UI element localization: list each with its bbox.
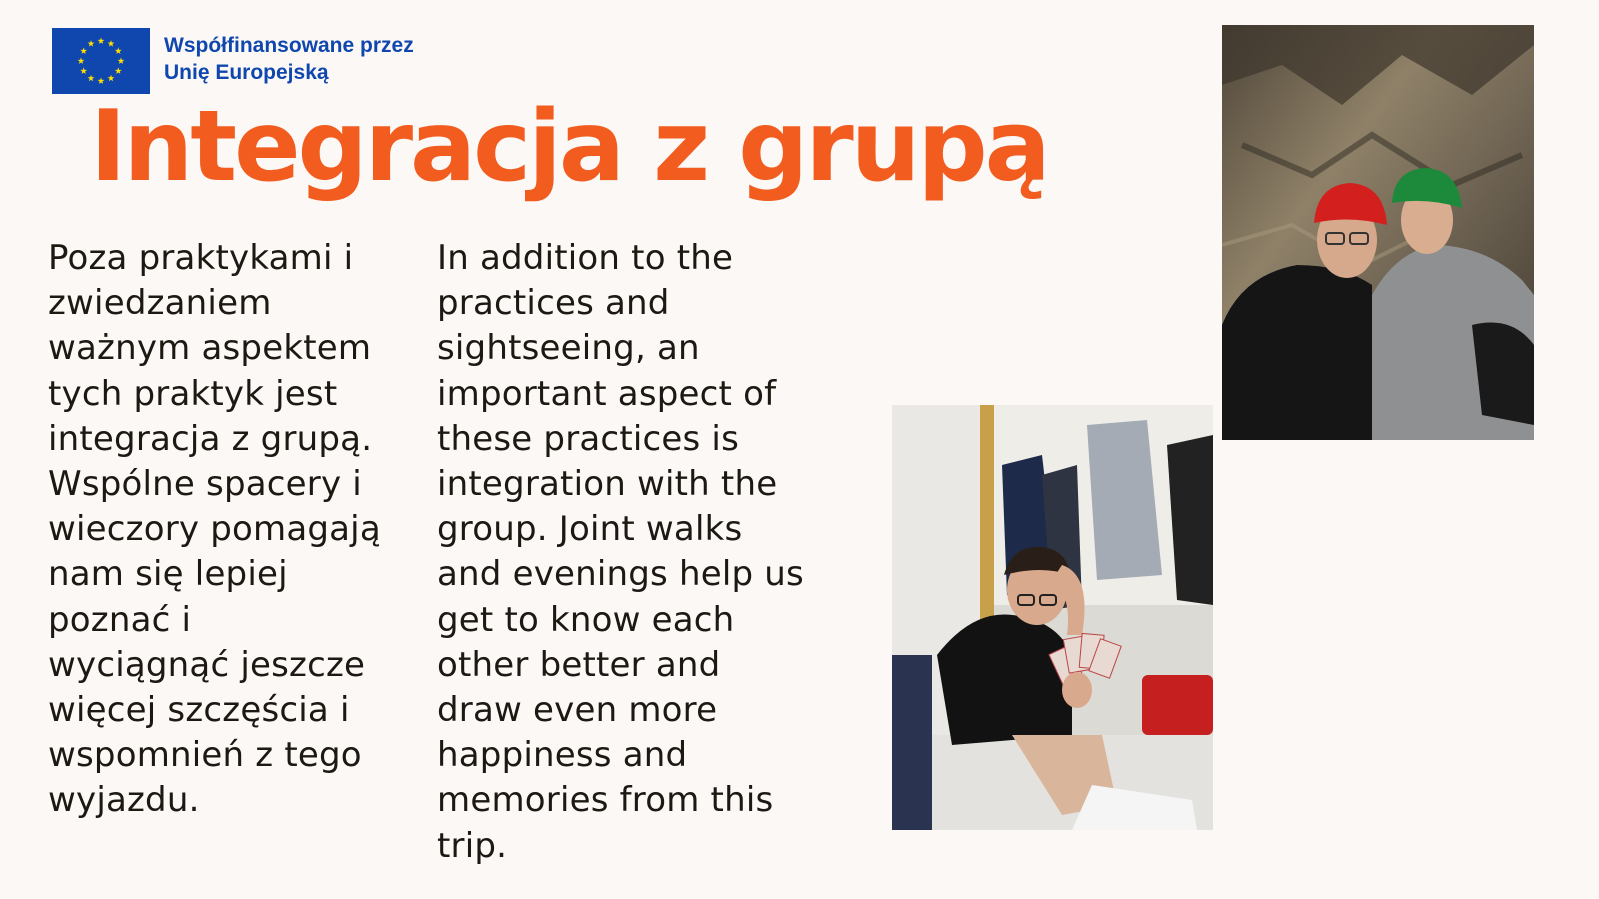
english-text-line: In addition to the [437,238,734,278]
polish-text-line: zwiedzaniem [48,283,272,324]
english-text-line: sightseeing, an [437,328,700,369]
polish-text-line: poznać i [48,599,192,640]
eu-star-icon [115,47,122,54]
english-text-column [437,236,857,869]
polish-text-line: Wspólne spacery i [48,464,362,505]
english-text-line: trip. [437,825,508,866]
polish-text-line: wieczory pomagają [48,509,381,550]
eu-star-icon [78,57,85,64]
eu-star-icon [80,67,87,74]
polish-text-line: tych praktyk jest [48,373,338,414]
eu-star-icon [88,40,95,47]
english-text-line: happiness and [437,735,688,776]
eu-star-icon [98,37,105,44]
polish-text-line: wyciągnąć jeszcze [48,644,366,685]
eu-star-icon [80,47,87,54]
polish-text-line: wspomnień z tego [48,735,362,776]
page-title: Integracja z grupą [90,90,1048,204]
english-text-line: memories from this [437,780,774,821]
english-text-line: integration with the [437,464,778,505]
polish-text-column [48,236,428,824]
english-text-line: and evenings help us [437,554,804,595]
eu-star-icon [118,57,125,64]
english-text-line: these practices is [437,418,739,459]
english-text-line: practices and [437,283,670,324]
photo-playing-cards [892,405,1213,830]
english-text-line: other better and [437,644,721,685]
english-text-line: get to know each [437,599,735,640]
polish-text-line: nam się lepiej [48,554,288,595]
polish-text-line: integracja z grupą. [48,418,373,459]
polish-text-line: Poza praktykami i [48,238,354,278]
polish-text-line: ważnym aspektem [48,328,372,369]
english-text-line: draw even more [437,690,718,731]
eu-star-icon [108,40,115,47]
polish-text-line: więcej szczęścia i [48,690,350,731]
eu-text-line2: Unię Europejską [164,61,329,84]
photo-mine-hard-hats [1222,25,1534,440]
eu-text-line1: Współfinansowane przez [164,34,414,57]
english-text-line: group. Joint walks [437,509,743,550]
polish-text-line: wyjazdu. [48,780,200,821]
english-text-line: important aspect of [437,373,777,414]
